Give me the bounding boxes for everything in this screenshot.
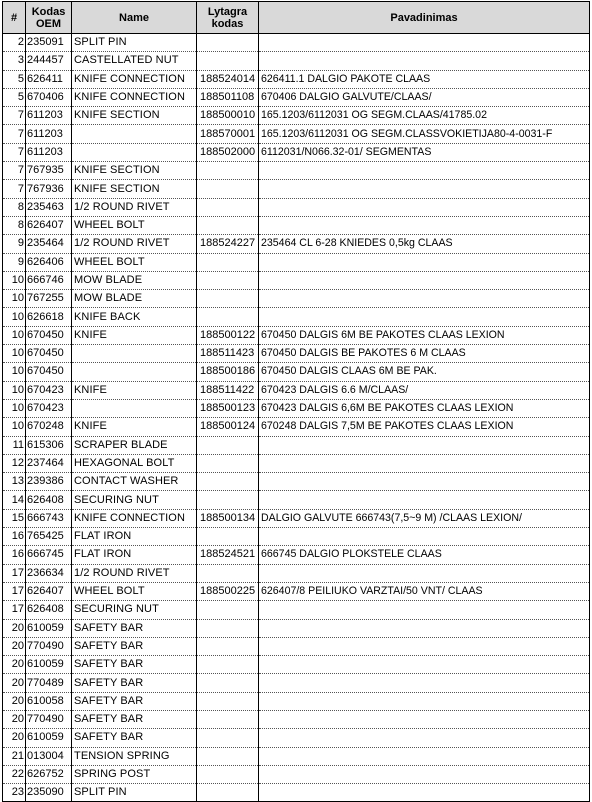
cell-oem-code: 670450 [26, 363, 72, 381]
cell-num: 10 [3, 399, 26, 417]
cell-lytagra-code [197, 491, 259, 509]
table-header [3, 2, 590, 34]
cell-num: 10 [3, 326, 26, 344]
table-row [3, 765, 590, 783]
cell-oem-code: 237464 [26, 454, 72, 472]
table-row [3, 162, 590, 180]
cell-name: SECURING NUT [72, 601, 197, 619]
table-row [3, 674, 590, 692]
table-row [3, 88, 590, 106]
cell-name: 1/2 ROUND RIVET [72, 198, 197, 216]
cell-lytagra-code: 188500225 [197, 582, 259, 600]
cell-lytagra-code: 188511423 [197, 345, 259, 363]
table-row [3, 271, 590, 289]
table-row [3, 729, 590, 747]
header-row [3, 2, 590, 34]
cell-num: 20 [3, 619, 26, 637]
cell-lytagra-code: 188500122 [197, 326, 259, 344]
cell-lytagra-code [197, 528, 259, 546]
cell-num: 15 [3, 509, 26, 527]
cell-lytagra-code [197, 674, 259, 692]
cell-oem-code: 770489 [26, 674, 72, 692]
table-row [3, 784, 590, 802]
cell-num: 20 [3, 674, 26, 692]
cell-num: 2 [3, 34, 26, 52]
cell-num: 7 [3, 180, 26, 198]
cell-oem-code: 235090 [26, 784, 72, 802]
cell-num: 20 [3, 637, 26, 655]
cell-name: SAFETY BAR [72, 637, 197, 655]
cell-lytagra-code: 188524014 [197, 70, 259, 88]
cell-pavadinimas [259, 436, 590, 454]
cell-pavadinimas [259, 290, 590, 308]
cell-name: FLAT IRON [72, 528, 197, 546]
cell-num: 9 [3, 253, 26, 271]
table-row [3, 656, 590, 674]
table-row [3, 564, 590, 582]
cell-pavadinimas [259, 729, 590, 747]
cell-oem-code: 610058 [26, 692, 72, 710]
cell-oem-code: 670450 [26, 326, 72, 344]
cell-pavadinimas [259, 454, 590, 472]
cell-num: 7 [3, 143, 26, 161]
cell-oem-code: 626407 [26, 216, 72, 234]
cell-pavadinimas: 235464 CL 6-28 KNIEDES 0,5kg CLAAS [259, 235, 590, 253]
cell-name: KNIFE CONNECTION [72, 88, 197, 106]
cell-name [72, 399, 197, 417]
cell-oem-code: 626408 [26, 601, 72, 619]
cell-lytagra-code: 188511422 [197, 381, 259, 399]
cell-name: KNIFE BACK [72, 308, 197, 326]
cell-name: SCRAPER BLADE [72, 436, 197, 454]
cell-pavadinimas: 670450 DALGIS BE PAKOTES 6 M CLAAS [259, 345, 590, 363]
cell-oem-code: 236634 [26, 564, 72, 582]
cell-pavadinimas [259, 784, 590, 802]
cell-lytagra-code: 188524227 [197, 235, 259, 253]
cell-num: 17 [3, 564, 26, 582]
cell-num: 10 [3, 418, 26, 436]
cell-pavadinimas [259, 765, 590, 783]
cell-lytagra-code: 188524521 [197, 546, 259, 564]
table-row [3, 107, 590, 125]
cell-pavadinimas [259, 619, 590, 637]
cell-lytagra-code [197, 198, 259, 216]
cell-name: KNIFE [72, 326, 197, 344]
cell-num: 9 [3, 235, 26, 253]
cell-oem-code: 670450 [26, 345, 72, 363]
table-row [3, 198, 590, 216]
cell-pavadinimas [259, 180, 590, 198]
cell-lytagra-code [197, 747, 259, 765]
cell-pavadinimas: 626407/8 PEILIUKO VARZTAI/50 VNT/ CLAAS [259, 582, 590, 600]
cell-pavadinimas [259, 601, 590, 619]
table-row [3, 747, 590, 765]
cell-lytagra-code [197, 637, 259, 655]
cell-lytagra-code [197, 216, 259, 234]
cell-num: 5 [3, 70, 26, 88]
cell-lytagra-code [197, 253, 259, 271]
cell-oem-code: 610059 [26, 656, 72, 674]
cell-pavadinimas [259, 656, 590, 674]
cell-lytagra-code [197, 473, 259, 491]
cell-name: SPLIT PIN [72, 34, 197, 52]
table-row [3, 143, 590, 161]
table-row [3, 253, 590, 271]
cell-num: 20 [3, 729, 26, 747]
cell-oem-code: 610059 [26, 729, 72, 747]
table-row [3, 52, 590, 70]
table-row [3, 528, 590, 546]
cell-name: SAFETY BAR [72, 674, 197, 692]
cell-lytagra-code: 188500134 [197, 509, 259, 527]
cell-oem-code: 626406 [26, 253, 72, 271]
cell-oem-code: 670248 [26, 418, 72, 436]
table-row [3, 180, 590, 198]
cell-pavadinimas: DALGIO GALVUTE 666743(7,5~9 M) /CLAAS LEXION/ [259, 509, 590, 527]
cell-oem-code: 610059 [26, 619, 72, 637]
table-row [3, 692, 590, 710]
cell-lytagra-code: 188500010 [197, 107, 259, 125]
cell-pavadinimas [259, 216, 590, 234]
table-row [3, 290, 590, 308]
cell-lytagra-code [197, 290, 259, 308]
cell-name: FLAT IRON [72, 546, 197, 564]
table-row [3, 601, 590, 619]
cell-pavadinimas [259, 528, 590, 546]
cell-num: 22 [3, 765, 26, 783]
cell-pavadinimas [259, 491, 590, 509]
cell-lytagra-code [197, 436, 259, 454]
cell-num: 16 [3, 528, 26, 546]
table-row [3, 491, 590, 509]
cell-num: 23 [3, 784, 26, 802]
cell-oem-code: 615306 [26, 436, 72, 454]
cell-pavadinimas: 6112031/N066.32-01/ SEGMENTAS [259, 143, 590, 161]
table-row [3, 546, 590, 564]
cell-pavadinimas: 626411.1 DALGIO PAKOTE CLAAS [259, 70, 590, 88]
cell-name: SAFETY BAR [72, 619, 197, 637]
cell-pavadinimas: 670423 DALGIS 6,6M BE PAKOTES CLAAS LEXION [259, 399, 590, 417]
cell-num: 17 [3, 601, 26, 619]
table-row [3, 216, 590, 234]
cell-name: KNIFE SECTION [72, 162, 197, 180]
header-num: # [3, 2, 26, 34]
cell-num: 10 [3, 345, 26, 363]
cell-num: 14 [3, 491, 26, 509]
table-row [3, 345, 590, 363]
cell-lytagra-code [197, 454, 259, 472]
cell-pavadinimas [259, 198, 590, 216]
cell-lytagra-code: 188500123 [197, 399, 259, 417]
cell-oem-code: 765425 [26, 528, 72, 546]
cell-oem-code: 611203 [26, 143, 72, 161]
table-row [3, 509, 590, 527]
cell-name: SAFETY BAR [72, 692, 197, 710]
cell-name: CONTACT WASHER [72, 473, 197, 491]
cell-lytagra-code: 188502000 [197, 143, 259, 161]
cell-num: 16 [3, 546, 26, 564]
cell-lytagra-code [197, 765, 259, 783]
table-row [3, 363, 590, 381]
table-row [3, 637, 590, 655]
cell-name [72, 125, 197, 143]
cell-oem-code: 626752 [26, 765, 72, 783]
cell-pavadinimas: 670248 DALGIS 7,5M BE PAKOTES CLAAS LEXION [259, 418, 590, 436]
cell-name: SAFETY BAR [72, 710, 197, 728]
cell-lytagra-code [197, 34, 259, 52]
cell-oem-code: 666746 [26, 271, 72, 289]
cell-num: 8 [3, 216, 26, 234]
cell-pavadinimas [259, 674, 590, 692]
cell-pavadinimas [259, 271, 590, 289]
table-row [3, 235, 590, 253]
cell-num: 7 [3, 162, 26, 180]
cell-lytagra-code: 188500186 [197, 363, 259, 381]
cell-pavadinimas [259, 747, 590, 765]
cell-oem-code: 013004 [26, 747, 72, 765]
table-row [3, 34, 590, 52]
cell-num: 8 [3, 198, 26, 216]
cell-num: 11 [3, 436, 26, 454]
cell-oem-code: 235091 [26, 34, 72, 52]
cell-num: 10 [3, 271, 26, 289]
cell-lytagra-code [197, 601, 259, 619]
table-row [3, 473, 590, 491]
table-row [3, 418, 590, 436]
cell-oem-code: 770490 [26, 710, 72, 728]
cell-num: 10 [3, 290, 26, 308]
cell-name: SAFETY BAR [72, 729, 197, 747]
cell-name: SECURING NUT [72, 491, 197, 509]
cell-oem-code: 244457 [26, 52, 72, 70]
cell-pavadinimas [259, 692, 590, 710]
cell-oem-code: 626408 [26, 491, 72, 509]
cell-oem-code: 666743 [26, 509, 72, 527]
header-pavadinimas: Pavadinimas [259, 2, 590, 34]
cell-pavadinimas: 165.1203/6112031 OG SEGM.CLAAS/41785.02 [259, 107, 590, 125]
cell-lytagra-code: 188570001 [197, 125, 259, 143]
cell-name: KNIFE SECTION [72, 107, 197, 125]
cell-num: 17 [3, 582, 26, 600]
cell-oem-code: 626411 [26, 70, 72, 88]
header-name: Name [72, 2, 197, 34]
cell-name: WHEEL BOLT [72, 582, 197, 600]
cell-oem-code: 666745 [26, 546, 72, 564]
cell-name: KNIFE [72, 418, 197, 436]
table-row [3, 125, 590, 143]
cell-lytagra-code [197, 271, 259, 289]
cell-pavadinimas [259, 253, 590, 271]
cell-oem-code: 611203 [26, 125, 72, 143]
cell-name: MOW BLADE [72, 271, 197, 289]
cell-oem-code: 767255 [26, 290, 72, 308]
cell-num: 21 [3, 747, 26, 765]
cell-pavadinimas [259, 308, 590, 326]
cell-pavadinimas: 670406 DALGIO GALVUTE/CLAAS/ [259, 88, 590, 106]
table-row [3, 381, 590, 399]
cell-name [72, 143, 197, 161]
cell-num: 7 [3, 125, 26, 143]
cell-oem-code: 767936 [26, 180, 72, 198]
table-row [3, 454, 590, 472]
cell-pavadinimas: 666745 DALGIO PLOKSTELE CLAAS [259, 546, 590, 564]
cell-name: 1/2 ROUND RIVET [72, 564, 197, 582]
table-row [3, 619, 590, 637]
table-row [3, 436, 590, 454]
cell-num: 10 [3, 381, 26, 399]
cell-name: MOW BLADE [72, 290, 197, 308]
cell-lytagra-code [197, 656, 259, 674]
cell-pavadinimas: 670450 DALGIS 6M BE PAKOTES CLAAS LEXION [259, 326, 590, 344]
cell-pavadinimas [259, 52, 590, 70]
cell-oem-code: 670406 [26, 88, 72, 106]
cell-num: 3 [3, 52, 26, 70]
cell-name: KNIFE [72, 381, 197, 399]
cell-oem-code: 670423 [26, 381, 72, 399]
cell-lytagra-code [197, 729, 259, 747]
cell-lytagra-code [197, 308, 259, 326]
cell-oem-code: 239386 [26, 473, 72, 491]
cell-num: 12 [3, 454, 26, 472]
cell-pavadinimas: 165.1203/6112031 OG SEGM.CLASSVOKIETIJA80-4-0031-F [259, 125, 590, 143]
cell-num: 7 [3, 107, 26, 125]
cell-pavadinimas: 670423 DALGIS 6.6 M/CLAAS/ [259, 381, 590, 399]
cell-num: 10 [3, 308, 26, 326]
cell-lytagra-code [197, 162, 259, 180]
cell-pavadinimas: 670450 DALGIS CLAAS 6M BE PAK. [259, 363, 590, 381]
cell-lytagra-code: 188501108 [197, 88, 259, 106]
table-row [3, 308, 590, 326]
cell-name: 1/2 ROUND RIVET [72, 235, 197, 253]
cell-pavadinimas [259, 710, 590, 728]
table-row [3, 399, 590, 417]
cell-oem-code: 235463 [26, 198, 72, 216]
cell-num: 5 [3, 88, 26, 106]
cell-num: 10 [3, 363, 26, 381]
header-lytagra-code: Lytagra kodas [197, 2, 259, 34]
cell-num: 20 [3, 656, 26, 674]
cell-name [72, 345, 197, 363]
table-row [3, 70, 590, 88]
cell-name: SPRING POST [72, 765, 197, 783]
cell-num: 20 [3, 692, 26, 710]
cell-name: CASTELLATED NUT [72, 52, 197, 70]
table-row [3, 326, 590, 344]
cell-name: SPLIT PIN [72, 784, 197, 802]
cell-lytagra-code [197, 784, 259, 802]
cell-name: WHEEL BOLT [72, 216, 197, 234]
cell-name: KNIFE CONNECTION [72, 70, 197, 88]
cell-lytagra-code [197, 619, 259, 637]
cell-oem-code: 770490 [26, 637, 72, 655]
cell-lytagra-code [197, 564, 259, 582]
cell-oem-code: 626407 [26, 582, 72, 600]
table-row [3, 710, 590, 728]
cell-oem-code: 626618 [26, 308, 72, 326]
cell-name: KNIFE CONNECTION [72, 509, 197, 527]
cell-lytagra-code [197, 52, 259, 70]
cell-oem-code: 767935 [26, 162, 72, 180]
cell-oem-code: 670423 [26, 399, 72, 417]
cell-pavadinimas [259, 637, 590, 655]
cell-oem-code: 235464 [26, 235, 72, 253]
cell-name [72, 363, 197, 381]
cell-oem-code: 611203 [26, 107, 72, 125]
table-row [3, 582, 590, 600]
cell-lytagra-code [197, 692, 259, 710]
header-oem-code: Kodas OEM [26, 2, 72, 34]
cell-pavadinimas [259, 564, 590, 582]
cell-name: KNIFE SECTION [72, 180, 197, 198]
parts-table [2, 1, 590, 802]
cell-num: 20 [3, 710, 26, 728]
cell-num: 13 [3, 473, 26, 491]
cell-name: HEXAGONAL BOLT [72, 454, 197, 472]
cell-lytagra-code [197, 180, 259, 198]
cell-lytagra-code: 188500124 [197, 418, 259, 436]
cell-lytagra-code [197, 710, 259, 728]
cell-name: WHEEL BOLT [72, 253, 197, 271]
table-body [3, 34, 590, 802]
cell-pavadinimas [259, 162, 590, 180]
cell-pavadinimas [259, 34, 590, 52]
cell-pavadinimas [259, 473, 590, 491]
cell-name: TENSION SPRING [72, 747, 197, 765]
cell-name: SAFETY BAR [72, 656, 197, 674]
